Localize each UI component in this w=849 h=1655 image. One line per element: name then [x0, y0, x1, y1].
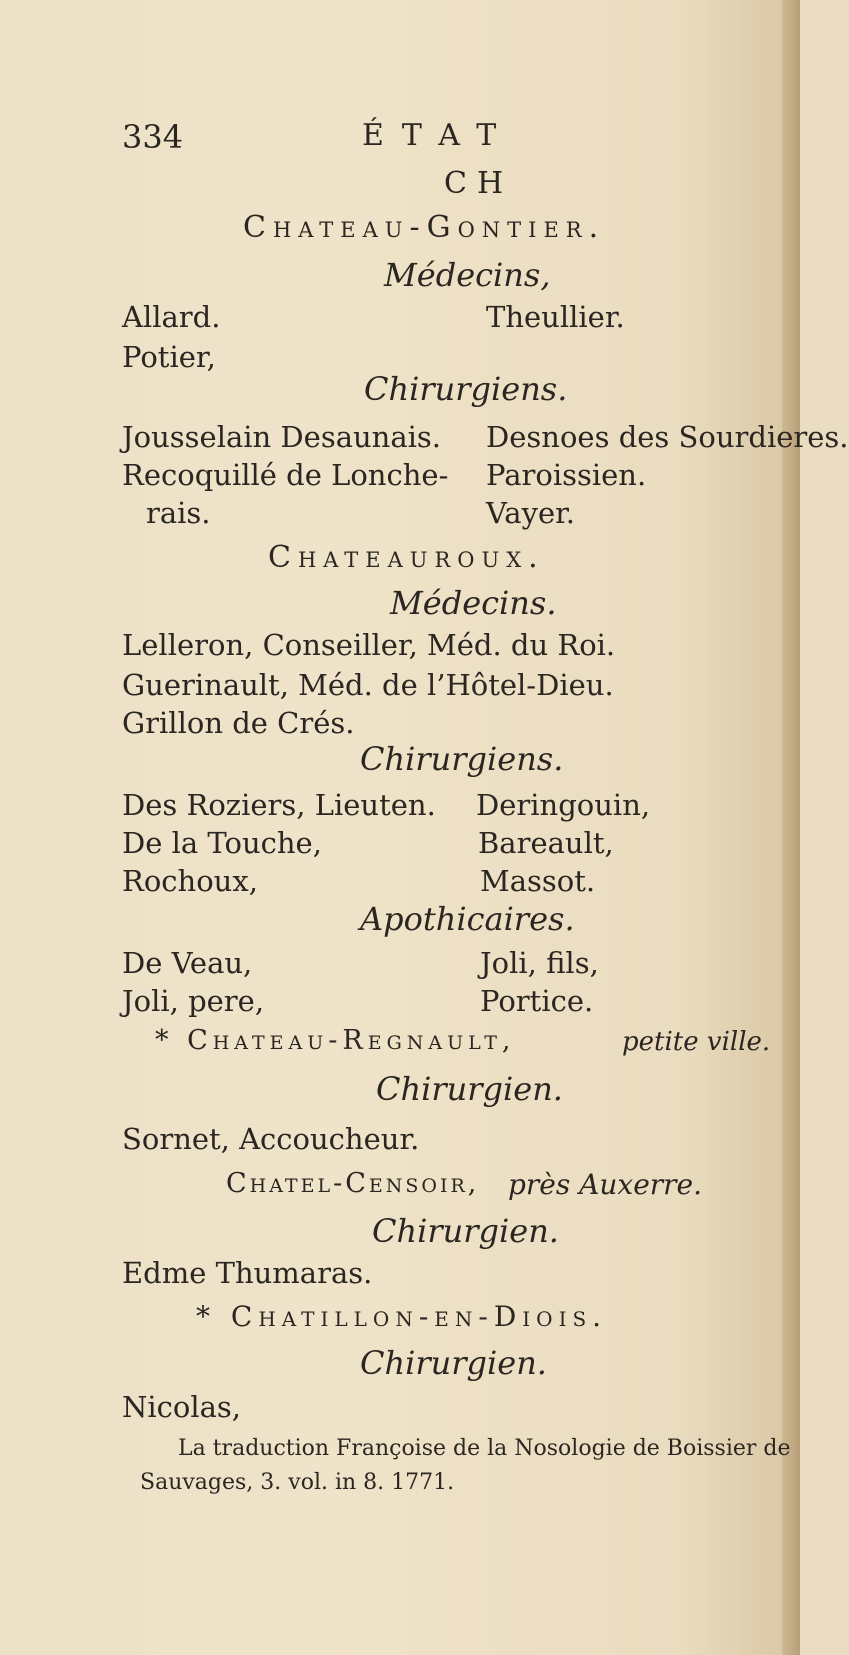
- entry-right: Bareault,: [478, 826, 614, 860]
- entry: Lelleron, Conseiller, Méd. du Roi.: [122, 628, 616, 662]
- place-note: près Auxerre.: [508, 1168, 703, 1201]
- entry-left: Recoquillé de Lonche-: [122, 458, 449, 492]
- place-heading: Chatel-Censoir,: [226, 1168, 480, 1199]
- entry-right: Joli, fils,: [480, 946, 599, 980]
- entry-right: Deringouin,: [476, 788, 651, 822]
- entry-right: Theullier.: [486, 300, 625, 334]
- entry-left: Rochoux,: [122, 864, 258, 898]
- entry: Guerinault, Méd. de l’Hôtel-Dieu.: [122, 668, 614, 702]
- subheading: Chirurgien.: [376, 1070, 563, 1108]
- entry-right: Desnoes des Sourdieres.: [486, 420, 849, 454]
- entry: Grillon de Crés.: [122, 706, 355, 740]
- entry-left: Allard.: [122, 300, 221, 334]
- entry-right: Portice.: [480, 984, 594, 1018]
- entry: Nicolas,: [122, 1390, 242, 1424]
- entry-right: Vayer.: [486, 496, 576, 530]
- subheading: Médecins.: [390, 584, 557, 622]
- place-heading: * Chateau-Regnault,: [155, 1025, 516, 1056]
- entry: Sornet, Accoucheur.: [122, 1122, 420, 1156]
- footnote-line: Sauvages, 3. vol. in 8. 1771.: [140, 1470, 455, 1495]
- subheading: Chirurgiens.: [360, 740, 564, 778]
- place-heading: Chateauroux.: [268, 540, 545, 575]
- entry-right: Massot.: [480, 864, 596, 898]
- entry-left: Jousselain Desaunais.: [122, 420, 442, 454]
- entry-left: De la Touche,: [122, 826, 322, 860]
- subheading: Chirurgien.: [372, 1212, 559, 1250]
- footnote-line: La traduction Françoise de la Nosologie de Boissier de: [178, 1436, 791, 1461]
- entry-left: Joli, pere,: [122, 984, 265, 1018]
- entry: Edme Thumaras.: [122, 1256, 373, 1290]
- subheading: Chirurgiens.: [364, 370, 568, 408]
- place-heading: Chateau-Gontier.: [243, 210, 606, 245]
- entry-left: De Veau,: [122, 946, 253, 980]
- page-edge: [782, 0, 800, 1655]
- entry-left: Potier,: [122, 340, 216, 374]
- entry-left: Des Roziers, Lieuten.: [122, 788, 436, 822]
- subheading: Chirurgien.: [360, 1344, 547, 1382]
- letter-head: CH: [444, 166, 514, 201]
- page-number: 334: [122, 118, 184, 156]
- place-heading: * Chatillon-en-Diois.: [196, 1300, 608, 1333]
- entry-left: rais.: [146, 496, 211, 530]
- running-head: ÉTAT: [362, 118, 515, 153]
- place-note: petite ville.: [622, 1027, 771, 1057]
- subheading: Médecins,: [384, 256, 551, 294]
- subheading: Apothicaires.: [360, 900, 575, 938]
- entry-right: Paroissien.: [486, 458, 647, 492]
